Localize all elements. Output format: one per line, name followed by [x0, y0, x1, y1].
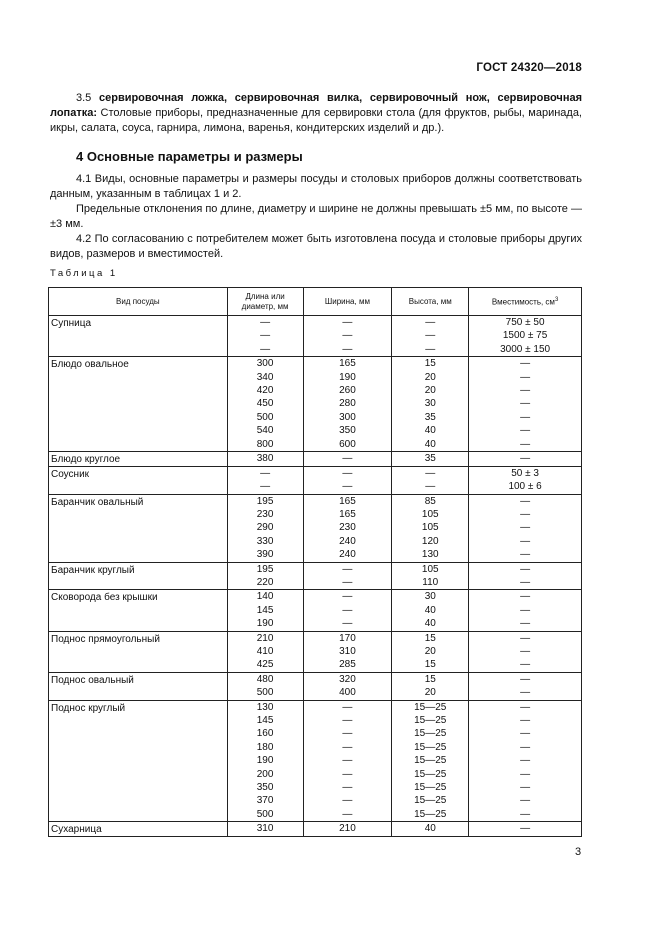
cell-value: —: [520, 577, 531, 589]
cell-value: 40: [424, 604, 436, 616]
table-header-row: [49, 288, 582, 316]
cell-value: —: [260, 481, 271, 493]
cell-height: [392, 822, 469, 837]
cell-value: 195: [256, 495, 274, 507]
cell-value: —: [520, 755, 531, 767]
cell-value: 180: [256, 741, 274, 753]
table-row: [49, 466, 582, 494]
cell-value: —: [520, 714, 531, 726]
cell-value: —: [260, 467, 271, 479]
item-type-name: Поднос прямоугольный: [51, 633, 160, 645]
cell-type: [49, 562, 228, 590]
cell-value: —: [520, 358, 531, 370]
cell-height: [392, 562, 469, 590]
table-row: [49, 562, 582, 590]
cell-value: 35: [424, 411, 436, 423]
cell-width: [303, 672, 392, 700]
section-3-5-definition: Столовые приборы, предназначенные для сервировки стола (для фруктов, рыбы, маринада, икры, салата, соуса, гарнира, лимона, варенья, кондитерских изделий и др.).: [50, 107, 582, 134]
cell-value: —: [342, 330, 353, 342]
cell-value: 40: [424, 823, 436, 835]
cell-value: 15—25: [414, 714, 447, 726]
cell-width: [303, 494, 392, 562]
cell-capacity: [469, 466, 582, 494]
cell-value: —: [342, 452, 353, 464]
cell-value: 310: [339, 645, 356, 657]
cell-value: —: [342, 714, 353, 726]
cell-value: —: [342, 728, 353, 740]
item-type-name: Блюдо овальное: [51, 359, 129, 371]
cell-height: [392, 466, 469, 494]
cell-width: [303, 316, 392, 357]
cell-value: —: [342, 317, 353, 328]
cell-width: [303, 590, 392, 631]
cell-value: —: [342, 563, 353, 575]
cell-height: [392, 494, 469, 562]
cell-value: —: [520, 411, 531, 423]
cell-value: 190: [256, 618, 274, 630]
item-type-name: Соусник: [51, 468, 90, 480]
cell-value: 380: [256, 452, 274, 464]
cell-value: 120: [421, 535, 439, 547]
cell-value: 260: [339, 384, 356, 396]
cell-value: —: [520, 495, 531, 507]
item-type-name: Блюдо круглое: [51, 453, 121, 465]
cell-value: 500: [256, 687, 274, 699]
cell-value: 195: [256, 563, 274, 575]
cell-value: 800: [256, 438, 274, 450]
section-3-5: [50, 91, 582, 136]
cell-capacity: [469, 590, 582, 631]
cell-width: [303, 700, 392, 822]
item-type-name: Баранчик круглый: [51, 564, 135, 576]
cell-value: —: [520, 781, 531, 793]
cell-capacity: [469, 357, 582, 452]
cell-value: 15—25: [414, 741, 447, 753]
cell-value: —: [425, 467, 436, 479]
cell-length: [227, 357, 303, 452]
cell-value: —: [520, 768, 531, 780]
cell-value: 165: [339, 495, 356, 507]
cell-length: [227, 494, 303, 562]
cell-capacity: [469, 316, 582, 357]
cell-value: 30: [424, 591, 436, 603]
paragraph-tolerance: Предельные отклонения по длине, диаметру и ширине не должны превышать ±5 мм, по высоте — ±3 мм.: [50, 203, 582, 230]
table-row: [49, 822, 582, 837]
cell-value: —: [342, 467, 353, 479]
cell-value: 40: [424, 438, 436, 450]
cell-value: —: [520, 687, 531, 699]
cell-value: 165: [339, 509, 356, 521]
cell-length: [227, 672, 303, 700]
cell-value: 540: [256, 425, 274, 437]
cell-value: —: [520, 632, 531, 644]
cell-value: —: [260, 330, 271, 342]
cell-value: —: [342, 604, 353, 616]
cell-value: —: [342, 343, 353, 355]
item-type-name: Супница: [51, 318, 92, 329]
cell-value: —: [425, 330, 436, 342]
cell-value: —: [342, 591, 353, 603]
cell-value: —: [342, 481, 353, 493]
cell-value: 410: [256, 645, 274, 657]
item-type-name: Поднос овальный: [51, 674, 134, 686]
table-row: [49, 316, 582, 357]
page-number: 3: [575, 846, 582, 858]
cell-value: 340: [256, 371, 274, 383]
cell-value: 425: [256, 659, 274, 671]
cell-value: 280: [339, 398, 356, 410]
cell-length: [227, 316, 303, 357]
cell-value: —: [520, 425, 531, 437]
cell-type: [49, 451, 228, 466]
column-header-length: Длина или диаметр, мм: [227, 288, 303, 316]
cell-width: [303, 822, 392, 837]
cell-length: [227, 700, 303, 822]
cell-value: —: [520, 701, 531, 713]
cell-value: 750 ± 50: [505, 317, 545, 328]
dimensions-table: [48, 287, 582, 837]
cell-value: 40: [424, 618, 436, 630]
cell-height: [392, 316, 469, 357]
cell-value: 15—25: [414, 728, 447, 740]
cell-height: [392, 631, 469, 672]
cell-value: 15—25: [414, 701, 447, 713]
cell-length: [227, 562, 303, 590]
cell-value: —: [425, 343, 436, 355]
cell-value: 15: [424, 358, 436, 370]
cell-value: 390: [256, 549, 274, 561]
table-row: [49, 451, 582, 466]
cell-value: 15—25: [414, 781, 447, 793]
cell-value: 145: [256, 714, 274, 726]
cell-type: [49, 822, 228, 837]
cell-value: 20: [424, 645, 436, 657]
cell-value: —: [520, 563, 531, 575]
cell-value: 35: [424, 452, 436, 464]
cell-value: 140: [256, 591, 274, 603]
item-type-name: Поднос круглый: [51, 702, 126, 714]
capacity-label: Вместимость, см: [491, 297, 555, 307]
cell-value: —: [520, 741, 531, 753]
cell-type: [49, 700, 228, 822]
cell-value: 350: [256, 781, 274, 793]
cell-value: —: [520, 535, 531, 547]
cell-value: 15—25: [414, 755, 447, 767]
cell-capacity: [469, 451, 582, 466]
section-4-body: [50, 172, 582, 262]
cell-value: 230: [339, 522, 356, 534]
cell-value: 400: [339, 687, 356, 699]
column-header-type: Вид посуды: [49, 288, 228, 316]
cell-value: —: [520, 659, 531, 671]
cell-width: [303, 451, 392, 466]
cell-value: 3000 ± 150: [500, 343, 551, 355]
item-type-name: Баранчик овальный: [51, 496, 144, 508]
cell-value: 15—25: [414, 808, 447, 820]
cell-capacity: [469, 631, 582, 672]
table-row: [49, 590, 582, 631]
cell-value: 15—25: [414, 795, 447, 807]
section-3-5-number: 3.5: [76, 92, 92, 104]
cell-value: —: [520, 673, 531, 685]
cell-value: 165: [339, 358, 356, 370]
item-type-name: Сухарница: [51, 824, 102, 836]
cell-length: [227, 466, 303, 494]
cell-value: —: [520, 604, 531, 616]
cell-capacity: [469, 822, 582, 837]
cell-value: —: [520, 618, 531, 630]
cell-capacity: [469, 700, 582, 822]
cell-value: 450: [256, 398, 274, 410]
cell-value: 230: [256, 509, 274, 521]
cell-value: 300: [339, 411, 356, 423]
cell-value: —: [342, 755, 353, 767]
cell-value: 145: [256, 604, 274, 616]
cell-value: —: [342, 808, 353, 820]
cell-value: —: [520, 371, 531, 383]
cell-value: —: [342, 618, 353, 630]
cell-value: 130: [421, 549, 439, 561]
item-type-name: Сковорода без крышки: [51, 592, 158, 604]
section-4-heading: 4 Основные параметры и размеры: [76, 149, 303, 164]
cell-value: 330: [256, 535, 274, 547]
cell-type: [49, 494, 228, 562]
cell-value: 500: [256, 411, 274, 423]
table-row: [49, 494, 582, 562]
cell-value: 190: [256, 755, 274, 767]
table-row: [49, 357, 582, 452]
cell-height: [392, 590, 469, 631]
column-header-width: Ширина, мм: [303, 288, 392, 316]
table-row: [49, 631, 582, 672]
cell-value: 160: [256, 728, 274, 740]
cell-value: —: [520, 728, 531, 740]
cell-value: —: [342, 577, 353, 589]
cell-capacity: [469, 562, 582, 590]
cell-value: —: [260, 317, 271, 328]
cell-value: —: [520, 452, 531, 464]
table-caption: Таблица 1: [50, 268, 118, 279]
cell-value: 500: [256, 808, 274, 820]
column-header-height: Высота, мм: [392, 288, 469, 316]
section-3-5-term: сервировочная ложка, сервировочная вилка, сервировочный нож, сервировочная лопатка:: [50, 92, 582, 119]
cell-value: 480: [256, 673, 274, 685]
cell-value: 105: [421, 563, 439, 575]
capacity-superscript: 3: [554, 297, 559, 304]
cell-type: [49, 590, 228, 631]
cell-value: —: [425, 481, 436, 493]
cell-value: 320: [339, 673, 356, 685]
cell-length: [227, 822, 303, 837]
cell-value: 40: [424, 425, 436, 437]
cell-value: —: [520, 438, 531, 450]
cell-value: —: [520, 808, 531, 820]
cell-value: 110: [422, 577, 439, 589]
cell-value: 210: [256, 632, 274, 644]
cell-value: —: [520, 509, 531, 521]
cell-value: 105: [421, 509, 439, 521]
cell-value: —: [425, 317, 436, 328]
cell-width: [303, 631, 392, 672]
document-code: ГОСТ 24320—2018: [476, 62, 582, 74]
table-row: [49, 700, 582, 822]
cell-value: 30: [424, 398, 436, 410]
cell-value: 20: [424, 371, 436, 383]
paragraph-4-1: 4.1 Виды, основные параметры и размеры посуды и столовых приборов должны соответствовать данным, указанным в таблицах 1 и 2.: [50, 173, 582, 200]
cell-value: 85: [424, 495, 436, 507]
cell-height: [392, 672, 469, 700]
cell-type: [49, 631, 228, 672]
cell-width: [303, 562, 392, 590]
cell-value: —: [260, 343, 271, 355]
cell-value: 15: [424, 659, 436, 671]
table-row: [49, 672, 582, 700]
cell-type: [49, 672, 228, 700]
cell-value: 600: [339, 438, 356, 450]
cell-value: 50 ± 3: [511, 467, 539, 479]
cell-value: 130: [256, 701, 274, 713]
column-header-capacity: [469, 288, 582, 316]
cell-value: —: [520, 795, 531, 807]
cell-height: [392, 700, 469, 822]
cell-value: 310: [256, 823, 274, 835]
cell-value: 20: [424, 384, 436, 396]
cell-value: 210: [339, 823, 356, 835]
cell-width: [303, 466, 392, 494]
cell-value: —: [342, 701, 353, 713]
cell-value: 100 ± 6: [508, 481, 542, 493]
cell-length: [227, 631, 303, 672]
cell-value: —: [520, 591, 531, 603]
cell-value: 15—25: [414, 768, 447, 780]
cell-value: 190: [339, 371, 356, 383]
cell-value: 240: [339, 549, 356, 561]
cell-value: 285: [339, 659, 356, 671]
table-body: [49, 316, 582, 837]
cell-type: [49, 466, 228, 494]
cell-value: —: [342, 795, 353, 807]
cell-value: 20: [424, 687, 436, 699]
cell-value: 1500 ± 75: [502, 330, 548, 342]
cell-type: [49, 316, 228, 357]
cell-value: —: [520, 398, 531, 410]
cell-height: [392, 357, 469, 452]
cell-length: [227, 590, 303, 631]
cell-value: 200: [256, 768, 274, 780]
cell-value: 240: [339, 535, 356, 547]
cell-value: —: [342, 781, 353, 793]
cell-length: [227, 451, 303, 466]
cell-value: —: [520, 522, 531, 534]
cell-value: —: [342, 741, 353, 753]
cell-value: —: [520, 549, 531, 561]
cell-value: —: [520, 645, 531, 657]
paragraph-4-2: 4.2 По согласованию с потребителем может быть изготовлена посуда и столовые приборы других видов, размеров и вместимостей.: [50, 233, 582, 260]
cell-value: 15: [424, 632, 436, 644]
cell-value: —: [520, 384, 531, 396]
cell-value: 290: [256, 522, 274, 534]
cell-value: —: [520, 823, 531, 835]
cell-value: 220: [256, 577, 274, 589]
cell-value: —: [342, 768, 353, 780]
cell-value: 15: [424, 673, 436, 685]
cell-capacity: [469, 672, 582, 700]
cell-type: [49, 357, 228, 452]
cell-height: [392, 451, 469, 466]
cell-value: 105: [421, 522, 439, 534]
cell-value: 420: [256, 384, 274, 396]
cell-capacity: [469, 494, 582, 562]
cell-value: 300: [256, 358, 274, 370]
cell-width: [303, 357, 392, 452]
cell-value: 370: [256, 795, 274, 807]
cell-value: 170: [339, 632, 356, 644]
cell-value: 350: [339, 425, 356, 437]
